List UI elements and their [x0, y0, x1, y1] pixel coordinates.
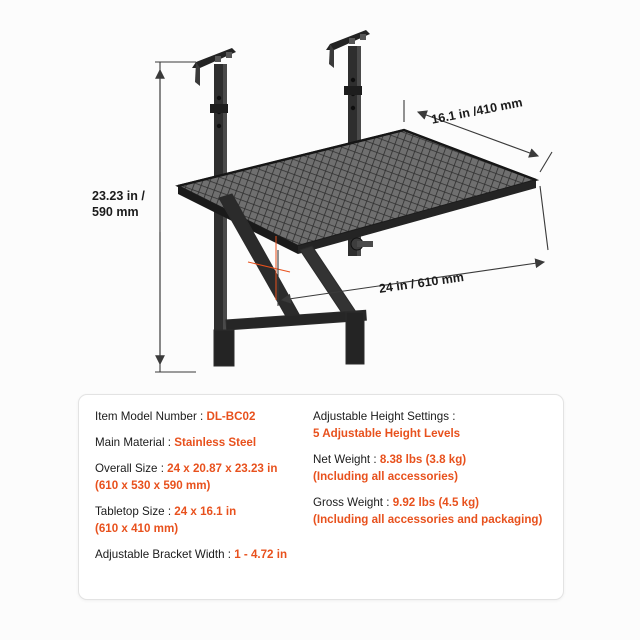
- spec-value-overall-size: 24 x 20.87 x 23.23 in: [167, 462, 278, 475]
- spec-value-overall-size-mm: (610 x 530 x 590 mm): [95, 479, 211, 492]
- height-dimension-label: [92, 188, 145, 220]
- spec-label-net-weight: Net Weight :: [313, 453, 380, 466]
- height-dimension-label-line2: 590 mm: [92, 205, 139, 219]
- spec-row-main-material: [95, 435, 313, 450]
- spec-value-gross-weight: 9.92 lbs (4.5 kg): [392, 496, 480, 509]
- depth-dimension-label: 16.1 in /410 mm: [430, 95, 524, 127]
- spec-note-net-weight: (Including all accessories): [313, 470, 458, 483]
- spec-value-net-weight: 8.38 lbs (3.8 kg): [379, 453, 467, 466]
- spec-note-gross-weight: (Including all accessories and packaging): [313, 513, 543, 526]
- spec-label-main-material: Main Material :: [95, 436, 175, 449]
- width-dimension-label: 24 in / 610 mm: [378, 270, 465, 296]
- spec-right-column: [313, 409, 563, 589]
- spec-value-tabletop-size: 24 x 16.1 in: [174, 505, 237, 518]
- spec-row-model-number: [95, 409, 313, 424]
- tabletop: [178, 130, 536, 254]
- spec-label-model-number: Item Model Number :: [95, 410, 207, 423]
- spec-value-model-number: DL-BC02: [206, 410, 256, 423]
- spec-row-overall-size: [95, 461, 313, 493]
- spec-row-gross-weight: [313, 495, 563, 527]
- spec-value-tabletop-size-mm: (610 x 410 mm): [95, 522, 179, 535]
- spec-row-height-settings: [313, 409, 563, 441]
- spec-row-bracket-width: [95, 547, 313, 562]
- spec-value-main-material: Stainless Steel: [174, 436, 257, 449]
- spec-left-column: [95, 409, 313, 589]
- spec-label-overall-size: Overall Size :: [95, 462, 168, 475]
- spec-value-height-settings: 5 Adjustable Height Levels: [313, 427, 461, 440]
- spec-label-tabletop-size: Tabletop Size :: [95, 505, 175, 518]
- spec-row-tabletop-size: [95, 504, 313, 536]
- specification-card: [78, 394, 564, 600]
- height-dimension-label-line1: 23.23 in /: [92, 189, 145, 203]
- pivot-knob: [351, 238, 373, 250]
- spec-row-net-weight: [313, 452, 563, 484]
- spec-label-bracket-width: Adjustable Bracket Width :: [95, 548, 235, 561]
- spec-label-height-settings: Adjustable Height Settings :: [313, 410, 456, 423]
- spec-label-gross-weight: Gross Weight :: [313, 496, 393, 509]
- height-dimension: [155, 62, 196, 372]
- spec-value-bracket-width: 1 - 4.72 in: [234, 548, 288, 561]
